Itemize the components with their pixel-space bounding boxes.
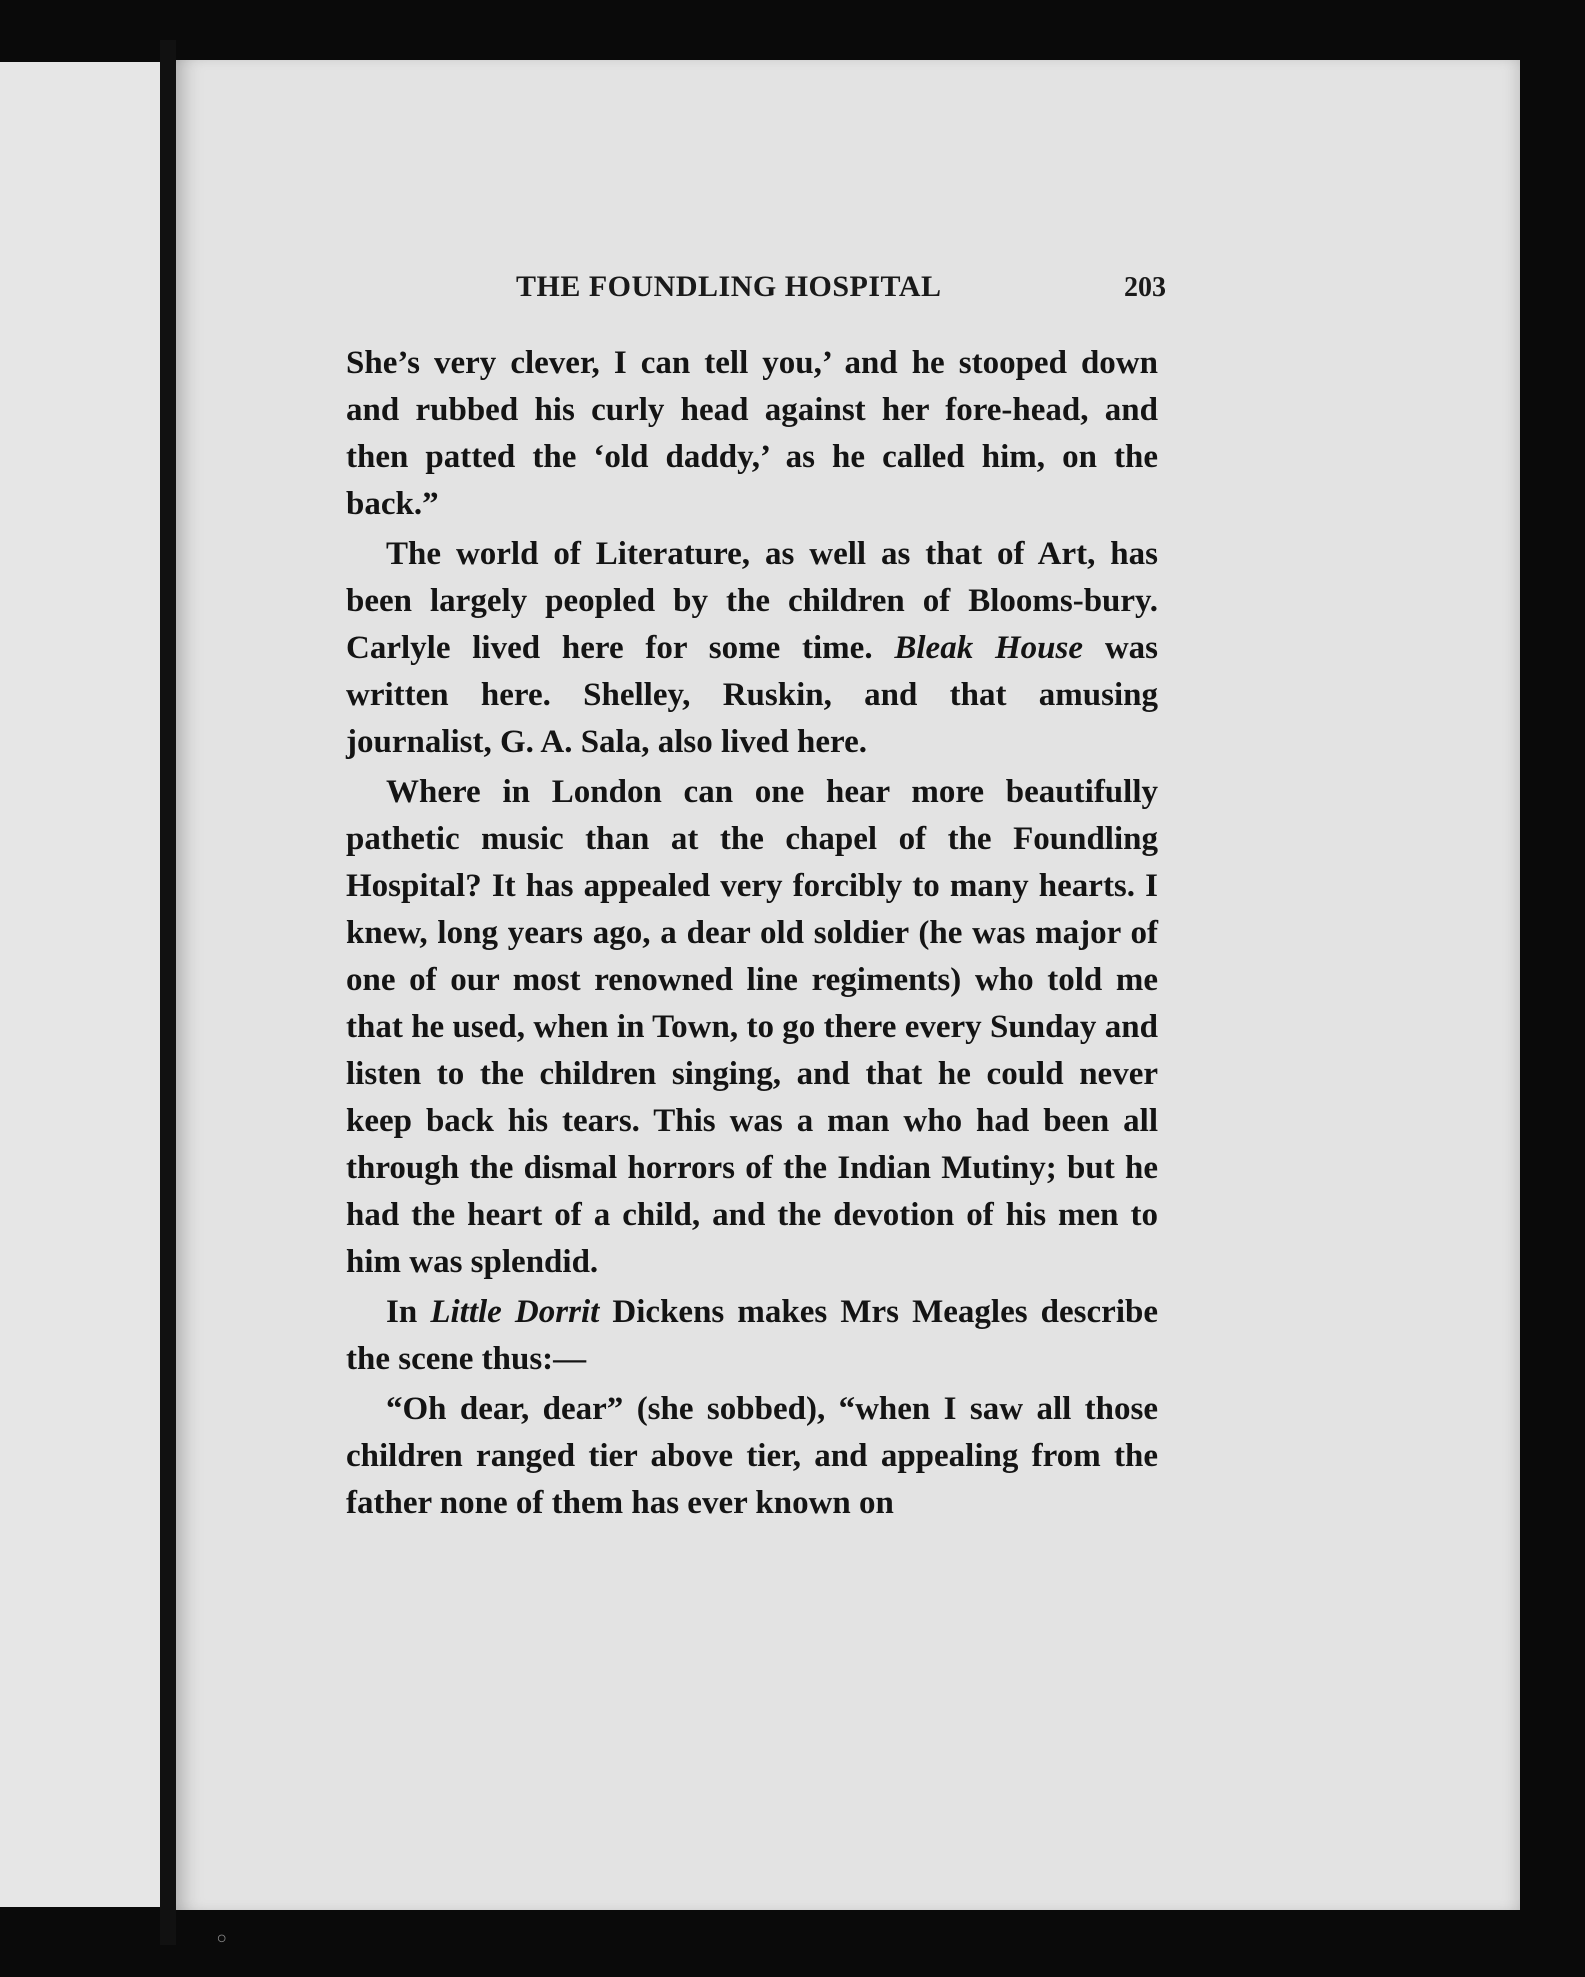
body-text bbox=[346, 340, 1158, 1530]
text-run: She’s very clever, I can tell you,’ and he stooped down and rubbed his curly head against her fore-head, and then patted the ‘old daddy,’ as he called him, on the back.” bbox=[346, 345, 1158, 522]
page-number: 203 bbox=[1124, 272, 1166, 303]
text-run: The world of Literature, as well as that of Art, has been largely peopled by the children of Blooms-bury. Carlyle lived here for some time. bbox=[346, 536, 1158, 666]
paragraph bbox=[346, 769, 1158, 1286]
text-run: Where in London can one hear more beautifully pathetic music than at the chapel of the Foundling Hospital? It has appealed very forcibly to many hearts. I knew, long years ago, a dear old soldier (he was major of one of our most renowned line regiments) who told me that he used, when in Town, to go there every Sunday and listen to the children singing, and that he could never keep back his tears. This was a man who had been all through the dismal horrors of the Indian Mutiny; but he had the heart of a child, and the devotion of his men to him was splendid. bbox=[346, 774, 1158, 1280]
page-header bbox=[516, 270, 1166, 310]
italic-title: Little Dorrit bbox=[430, 1294, 600, 1330]
paragraph bbox=[346, 1386, 1158, 1527]
text-run: was written here. Shelley, Ruskin, and that amusing journalist, G. A. Sala, also lived here. bbox=[346, 630, 1158, 760]
running-title: THE FOUNDLING HOSPITAL bbox=[516, 270, 942, 303]
text-run: “Oh dear, dear” (she sobbed), “when I saw all those children ranged tier above tier, and appealing from the father none of them has ever known on bbox=[346, 1391, 1158, 1521]
text-run: In bbox=[386, 1294, 431, 1330]
scan-artifact-mark: ◦ bbox=[214, 1925, 230, 1955]
left-page-edge bbox=[0, 62, 160, 1907]
text-run: Dickens makes Mrs Meagles describe the scene thus:— bbox=[346, 1294, 1158, 1377]
paragraph bbox=[346, 1289, 1158, 1383]
book-gutter bbox=[160, 40, 176, 1945]
italic-title: Bleak House bbox=[894, 630, 1084, 666]
paragraph bbox=[346, 531, 1158, 766]
paragraph bbox=[346, 340, 1158, 528]
